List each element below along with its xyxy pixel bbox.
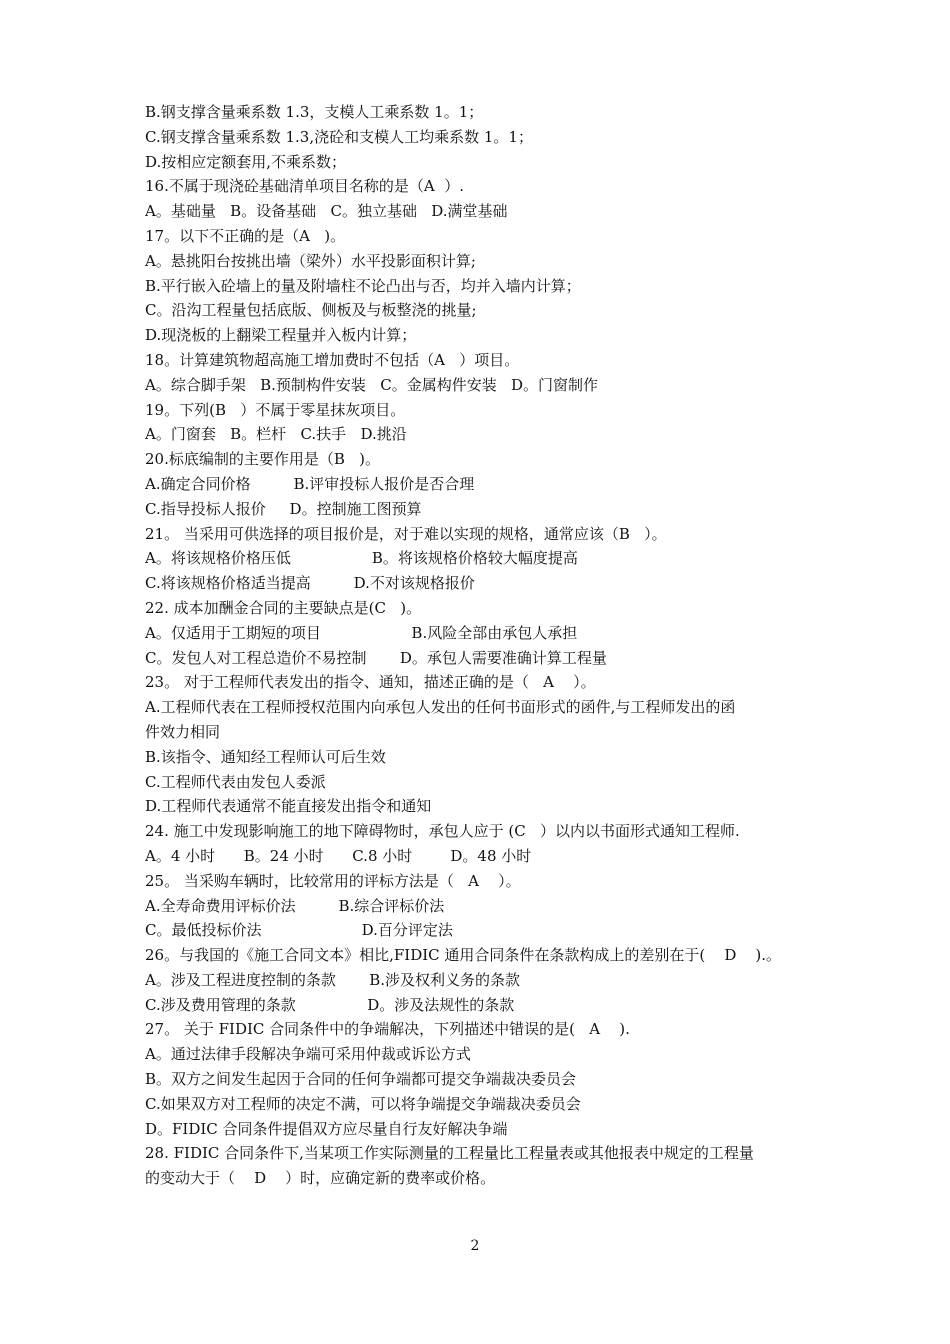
text-line: 16.不属于现浇砼基础清单项目名称的是（A ）. (145, 177, 464, 196)
text-line: A.全寿命费用评标价法 B.综合评标价法 (145, 896, 445, 915)
text-line: 20.标底编制的主要作用是（B )。 (145, 450, 381, 469)
text-line: 的变动大于（ D ）时，应确定新的费率或价格。 (145, 1169, 496, 1188)
text-line: C.将该规格价格适当提高 D.不对该规格报价 (145, 574, 475, 593)
text-line: C。发包人对工程总造价不易控制 D。承包人需要准确计算工程量 (145, 648, 607, 667)
text-line: B.钢支撑含量乘系数 1.3，支模人工乘系数 1。1； (145, 103, 484, 121)
text-line: B。双方之间发生起因于合同的任何争端都可提交争端裁决委员会 (145, 1070, 577, 1089)
text-line: A。综合脚手架 B.预制构件安装 C。金属构件安装 D。门窗制作 (145, 375, 599, 394)
text-line: A。门窗套 B。栏杆 C.扶手 D.挑沿 (145, 425, 407, 444)
text-line: 23。 对于工程师代表发出的指令、通知，描述正确的是（ A ）。 (145, 673, 596, 692)
text-line: B.该指令、通知经工程师认可后生效 (145, 747, 386, 766)
text-line: D.工程师代表通常不能直接发出指令和通知 (145, 797, 432, 816)
text-line: C.钢支撑含量乘系数 1.3,浇砼和支模人工均乘系数 1。1； (145, 127, 533, 146)
text-line: 26。与我国的《施工合同文本》相比,FIDIC 通用合同条件在条款构成上的差别在于( D ).。 (145, 946, 782, 965)
text-line: C。沿沟工程量包括底版、侧板及与板整浇的挑量; (145, 301, 477, 320)
text-line: 21。 当采用可供选择的项目报价是，对于难以实现的规格，通常应该（B ）。 (145, 524, 667, 543)
text-line: 28. FIDIC 合同条件下,当某项工作实际测量的工程量比工程量表或其他报表中规定的工程量 (145, 1144, 754, 1163)
page-number: 2 (470, 1238, 480, 1254)
text-line: B.平行嵌入砼墙上的量及附墙柱不论凸出与否，均并入墙内计算； (145, 276, 581, 295)
text-line: C.如果双方对工程师的决定不满，可以将争端提交争端裁决委员会 (145, 1094, 581, 1113)
text-line: D.按相应定额套用,不乘系数； (145, 152, 347, 171)
text-line: 22. 成本加酬金合同的主要缺点是(C )。 (145, 598, 422, 617)
text-line: 24. 施工中发现影响施工的地下障碍物时，承包人应于 (C ）以内以书面形式通知工程师. (145, 822, 740, 841)
text-line: A.工程师代表在工程师授权范围内向承包人发出的任何书面形式的函件,与工程师发出的函 (145, 698, 736, 717)
text-line: A。4 小时 B。24 小时 C.8 小时 D。48 小时 (145, 846, 532, 865)
text-line: 27。 关于 FIDIC 合同条件中的争端解决，下列描述中错误的是( A ). (145, 1020, 630, 1039)
text-line: 件效力相同 (145, 722, 221, 741)
text-line: 19。下列(B ）不属于零星抹灰项目。 (145, 400, 406, 419)
text-line: A.确定合同价格 B.评审投标人报价是否合理 (145, 474, 475, 493)
text-line: A。仅适用于工期短的项目 B.风险全部由承包人承担 (145, 623, 578, 642)
text-line: 25。 当采购车辆时，比较常用的评标方法是（ A ）。 (145, 871, 521, 890)
text-line: D.现浇板的上翻梁工程量并入板内计算； (145, 326, 417, 345)
text-line: D。FIDIC 合同条件提倡双方应尽量自行友好解决争端 (145, 1119, 508, 1138)
text-line: C.工程师代表由发包人委派 (145, 772, 326, 791)
text-line: A。涉及工程进度控制的条款 B.涉及权利义务的条款 (145, 970, 521, 989)
text-line: C。最低投标价法 D.百分评定法 (145, 921, 453, 940)
text-line: A。通过法律手段解决争端可采用仲裁或诉讼方式 (145, 1045, 471, 1064)
text-line: 18。计算建筑物超高施工增加费时不包括（A ）项目。 (145, 350, 520, 369)
page-content (145, 100, 815, 1191)
text-line: C.指导投标人报价 D。控制施工图预算 (145, 499, 422, 518)
text-line: A。基础量 B。设备基础 C。独立基础 D.满堂基础 (145, 202, 508, 221)
text-line: C.涉及费用管理的条款 D。涉及法规性的条款 (145, 995, 515, 1014)
text-line: A。将该规格价格压低 B。将该规格价格较大幅度提高 (145, 549, 578, 568)
text-line: A。悬挑阳台按挑出墙（梁外）水平投影面积计算; (145, 251, 476, 270)
text-line: 17。以下不正确的是（A )。 (145, 226, 346, 245)
